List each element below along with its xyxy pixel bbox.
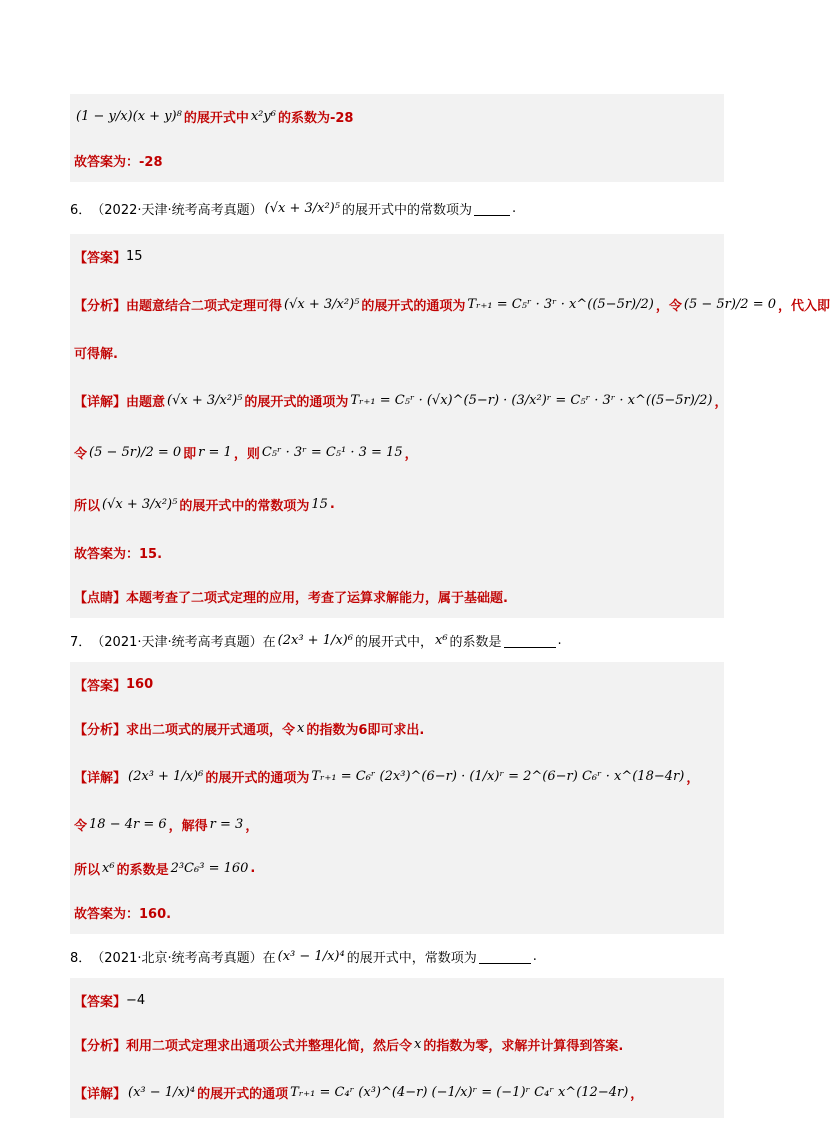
detail-line: 【详解】 (x³ − 1/x)⁴ 的展开式的通项 Tᵣ₊₁ = C₄ʳ (x³)^(4−r) (−1/x)ʳ = (−1)ʳ C₄ʳ x^(12−4r) ， <box>74 1084 644 1102</box>
previous-result-line <box>74 94 720 138</box>
previous-final-answer: 故答案为：-28 <box>74 154 163 170</box>
detail-tag: 【详解】 <box>74 1086 127 1102</box>
question-source: （2022·天津·统考高考真题） <box>91 202 263 218</box>
answer-value: 15 <box>126 248 143 264</box>
result-text: 的系数为-28 <box>277 110 354 126</box>
question-8-stem: 8． （2021·北京·统考高考真题） 在 (x³ − 1/x)⁴ 的展开式中，常数项为 . <box>70 948 537 966</box>
question-source: （2021·天津·统考高考真题） <box>91 634 263 650</box>
question-7-stem: 7． （2021·天津·统考高考真题） 在 (2x³ + 1/x)⁶ 的展开式中， x⁶ 的系数是 . <box>70 632 562 650</box>
answer-line <box>74 662 720 706</box>
result-text: 的展开式中 <box>183 110 249 126</box>
analysis-tag: 【分析】 <box>74 1038 127 1054</box>
answer-line <box>74 978 720 1022</box>
math-term: x²y⁶ <box>250 108 276 124</box>
answer-value: 160 <box>126 676 154 692</box>
math-expression: (2x³ + 1/x)⁶ <box>277 632 353 648</box>
detail-step-2: 所以 x⁶ 的系数是 2³C₆³ = 160 . <box>74 860 256 878</box>
answer-line <box>74 234 720 278</box>
detail-step-1: 令 (5 − 5r)/2 = 0 即 r = 1 ，则 C₅ʳ · 3ʳ = C₅¹ · 3 = 15 ， <box>74 444 418 462</box>
detail-tag: 【详解】 <box>74 770 127 786</box>
detail-step-2: 所以 (√x + 3/x²)⁵ 的展开式中的常数项为 15 . <box>74 496 335 514</box>
final-answer-line: 故答案为：160. <box>74 906 172 922</box>
answer-blank <box>479 949 531 964</box>
document-page <box>70 94 830 1118</box>
analysis-line-continued: 可得解. <box>74 346 118 362</box>
math-expression: (√x + 3/x²)⁵ <box>264 200 340 216</box>
detail-tag: 【详解】 <box>74 394 127 410</box>
math-expression: (1 − y/x)(x + y)⁸ <box>76 108 182 124</box>
detail-step-1: 令 18 − 4r = 6 ，解得 r = 3 ， <box>74 816 259 834</box>
question-7-solution <box>70 662 724 934</box>
analysis-tag: 【分析】 <box>74 722 127 738</box>
analysis-tag: 【分析】 <box>74 298 127 314</box>
final-answer-line: 故答案为：15. <box>74 546 163 562</box>
question-source: （2021·北京·统考高考真题） <box>91 950 263 966</box>
answer-tag: 【答案】 <box>74 250 127 266</box>
previous-solution-block <box>70 94 724 182</box>
analysis-line: 【分析】 利用二项式定理求出通项公式并整理化简，然后令 x 的指数为零，求解并计算得到答案. <box>74 1036 624 1054</box>
question-6-stem: 6． （2022·天津·统考高考真题） (√x + 3/x²)⁵ 的展开式中的常数项为 . <box>70 200 517 218</box>
answer-tag: 【答案】 <box>74 678 127 694</box>
answer-blank <box>474 201 510 216</box>
answer-blank <box>504 633 556 648</box>
math-expression: (x³ − 1/x)⁴ <box>277 948 345 964</box>
question-6-solution <box>70 234 830 618</box>
answer-tag: 【答案】 <box>74 994 127 1010</box>
answer-value: −4 <box>126 992 146 1008</box>
analysis-line: 【分析】 求出二项式的展开式通项，令 x 的指数为6即可求出. <box>74 720 425 738</box>
analysis-line: 【分析】 由题意结合二项式定理可得 (√x + 3/x²)⁵ 的展开式的通项为 Tᵣ₊₁ = C₅ʳ · 3ʳ · x^((5−5r)/2) ，令 (5 − 5r)/2 = 0 ，代入即 <box>74 296 830 314</box>
comment-line: 【点睛】 本题考查了二项式定理的应用，考查了运算求解能力，属于基础题. <box>74 574 720 618</box>
detail-line: 【详解】 (2x³ + 1/x)⁶ 的展开式的通项为 Tᵣ₊₁ = C₆ʳ (2x³)^(6−r) · (1/x)ʳ = 2^(6−r) C₆ʳ · x^(18−4r) ， <box>74 768 700 786</box>
comment-tag: 【点睛】 <box>74 590 127 606</box>
detail-line: 【详解】 由题意 (√x + 3/x²)⁵ 的展开式的通项为 Tᵣ₊₁ = C₅ʳ · (√x)^(5−r) · (3/x²)ʳ = C₅ʳ · 3ʳ · x^((5−5r)/2) ， <box>74 392 728 410</box>
question-8-solution <box>70 978 724 1118</box>
